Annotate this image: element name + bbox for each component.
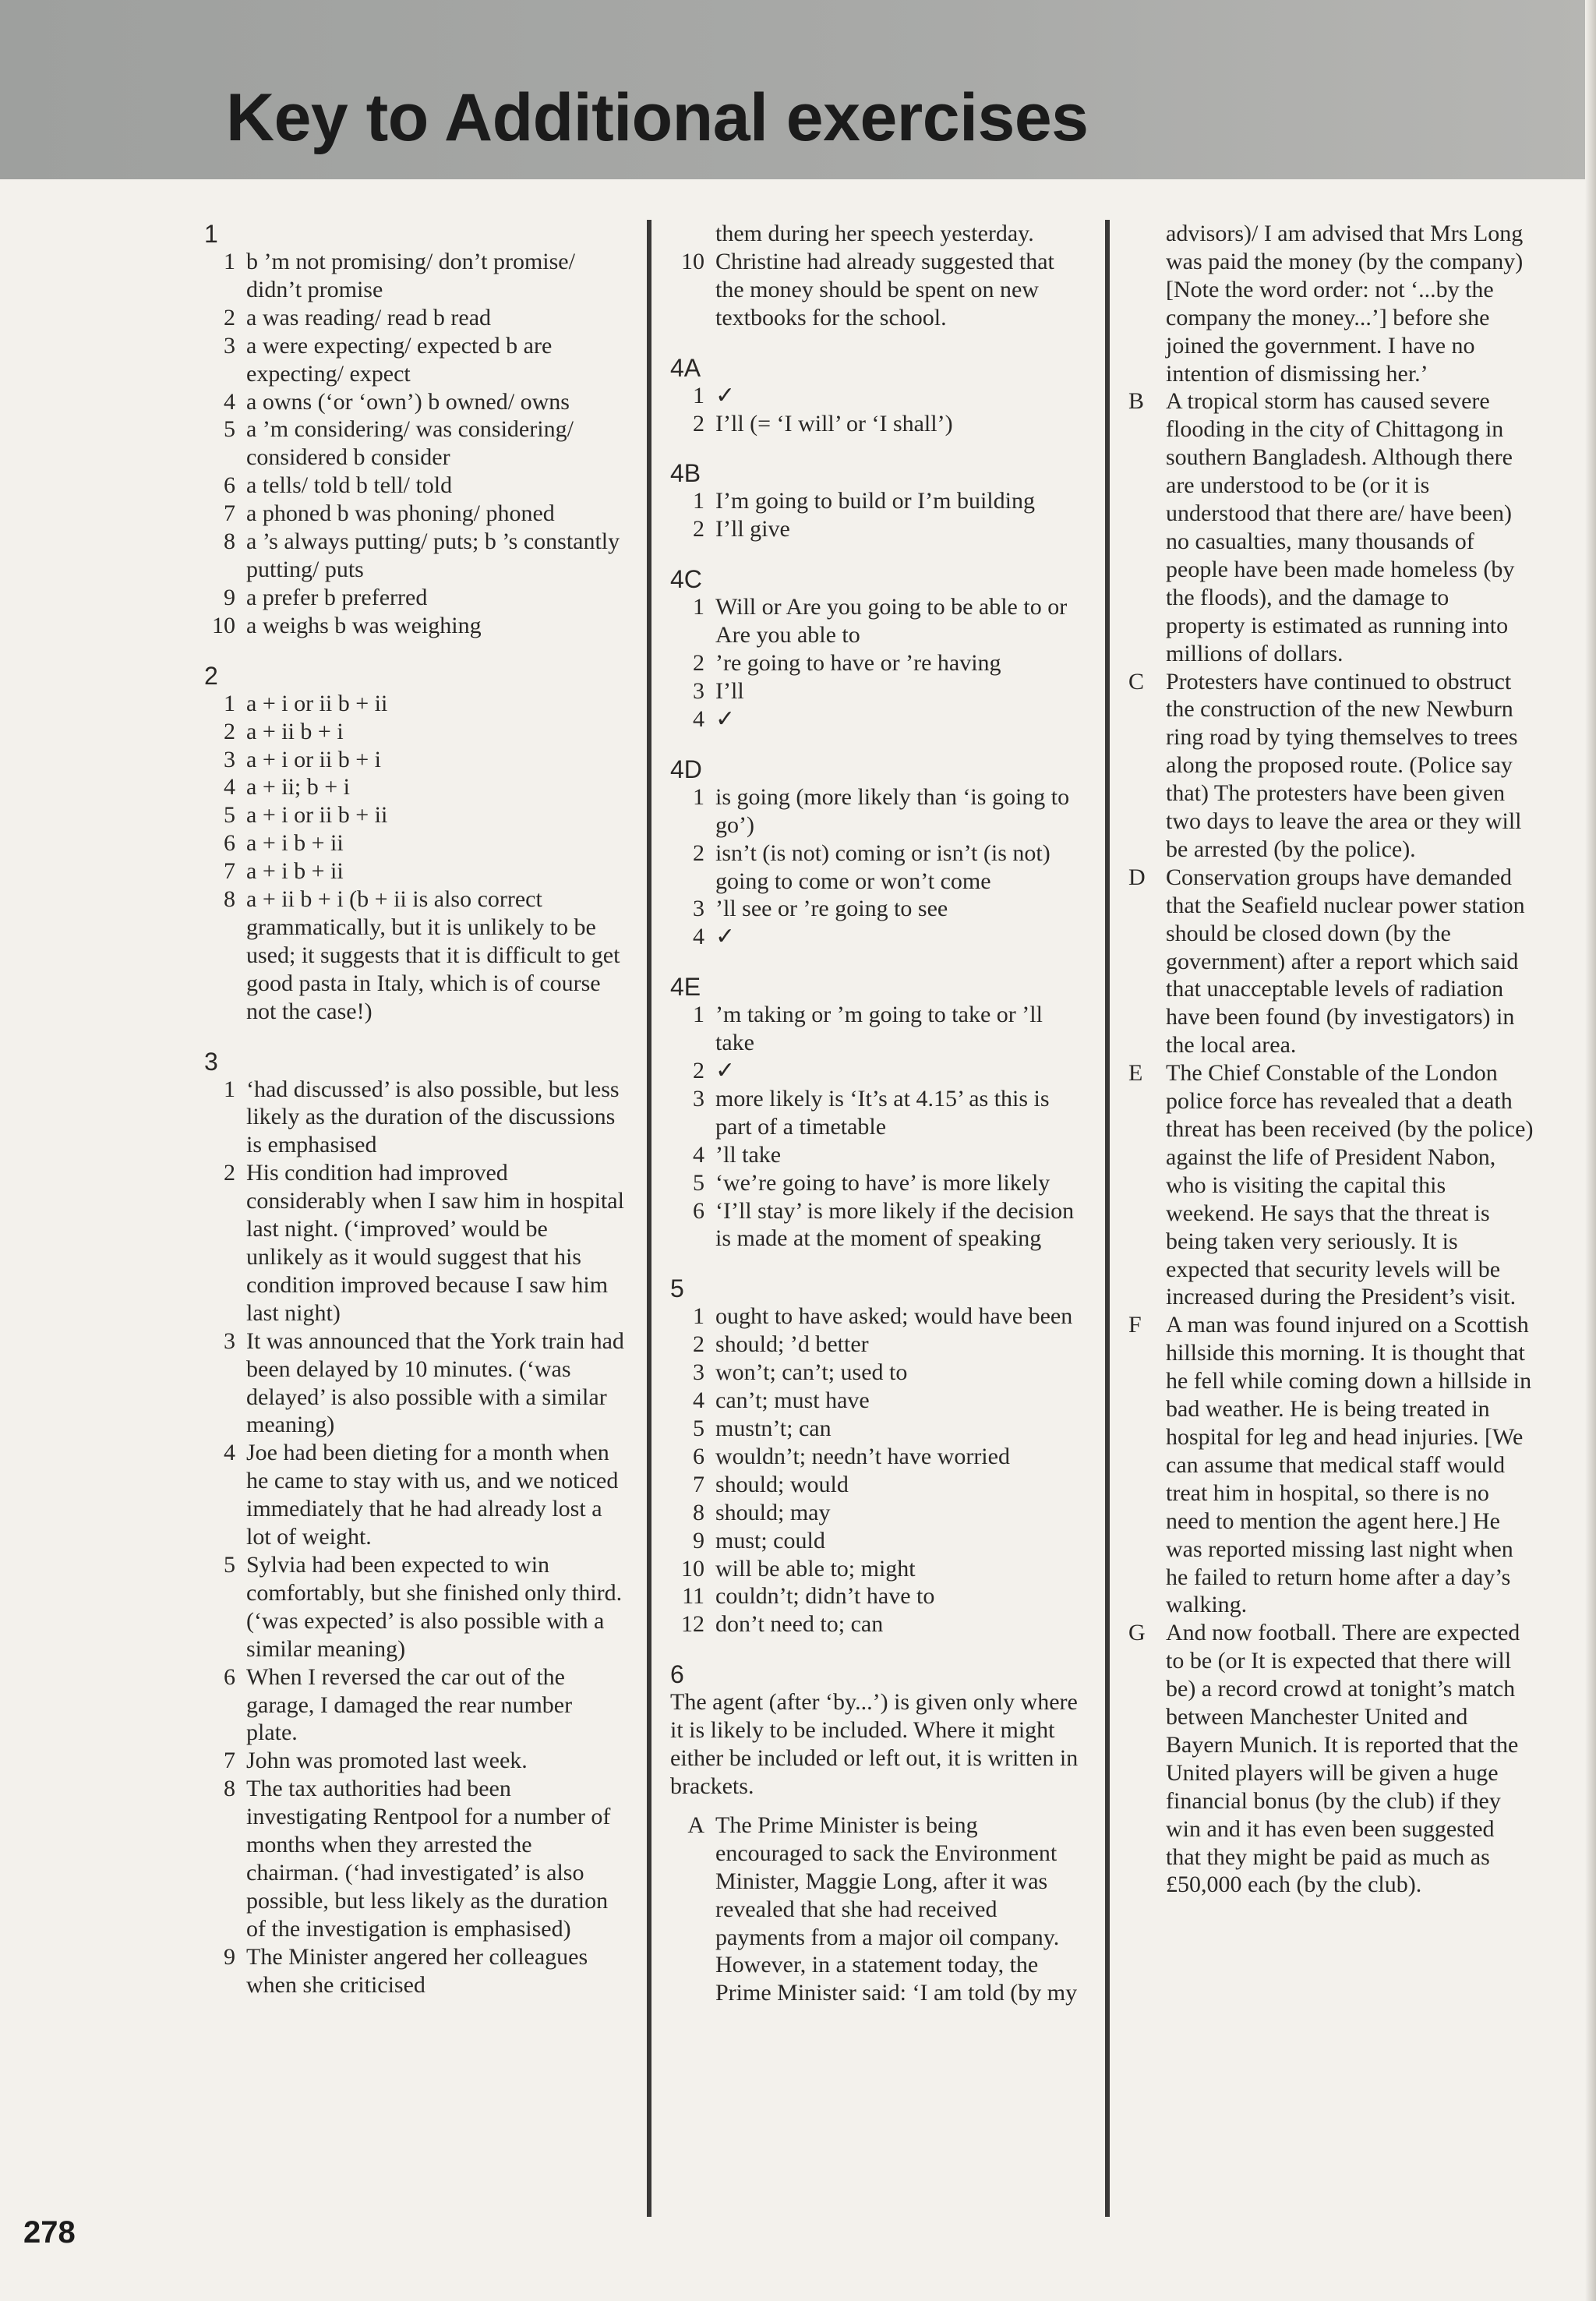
item-number: 3	[224, 746, 235, 772]
item-number: 9	[224, 584, 235, 610]
item-text: a weighs b was weighing	[246, 612, 482, 638]
answer-item	[204, 1076, 625, 1160]
page-title: Key to Additional exercises	[226, 80, 1089, 155]
section-3-items	[204, 1076, 625, 1999]
answer-item	[670, 1302, 1083, 1331]
column-divider	[1105, 220, 1110, 2217]
item-text: A man was found injured on a Scottish hillside this morning. It is thought that he fell while coming down a hillside in bad weather. He is being treated in hospital for leg and head injuries. [We can assume that medical staff would treat him in hospital, so there is no need to mention the agent here.] He was reported missing last night when he failed to return home after a day’s walking.	[1166, 1312, 1532, 1618]
item-text: The Prime Minister is being encouraged to sack the Environment Minister, Maggie Long, after it was revealed that she had received payments from a major oil company. However, in a statement today, the Prime Minister said: ‘I am told (by my	[715, 1811, 1078, 2006]
answer-item	[670, 895, 1083, 923]
answer-item	[670, 1610, 1083, 1638]
item-number: E	[1128, 1060, 1143, 1087]
answer-item	[670, 677, 1083, 705]
answer-item	[670, 1001, 1083, 1057]
item-number: 8	[224, 528, 235, 555]
item-number: 7	[224, 858, 235, 885]
item-text: a ’s always putting/ puts; b ’s constantly putting/ puts	[246, 528, 620, 582]
answer-item	[1128, 1619, 1534, 1899]
item-text: A tropical storm has caused severe flooding in the city of Chittagong in southern Bangladesh. Although there are understood to be (or it is understood that there are/ have been) no casualties, many thousands of people have been made homeless (by the floods), and the damage to property is estimated as running into millions of dollars.	[1166, 388, 1515, 666]
section-4c-items	[670, 593, 1083, 733]
item-text: them during her speech yesterday.	[715, 221, 1034, 246]
item-number: 2	[693, 650, 704, 677]
answer-item	[1128, 387, 1534, 667]
item-text: I’ll give	[715, 516, 790, 543]
item-number: 1	[224, 249, 235, 274]
item-text: ‘we’re going to have’ is more likely	[715, 1169, 1050, 1196]
item-text: ✓	[715, 382, 736, 408]
item-text: And now football. There are expected to be (or It is expected that there will be) a record crowd at tonight’s match between Manchester United and Bayern Munich. It is reported that the United players will be given a huge financial bonus (by the club) if they win and it has even been suggested that they might be paid as much as £50,000 each (by the club).	[1166, 1620, 1520, 1898]
item-number: 3	[693, 896, 704, 922]
item-number: 2	[224, 718, 235, 744]
answer-item	[670, 1471, 1083, 1499]
answer-item	[670, 1443, 1083, 1471]
item-text: The Minister angered her colleagues when she criticised	[246, 1943, 588, 1998]
item-text: The Chief Constable of the London police force has revealed that a death threat has been received (by the police) against the life of President Nabon, who is visiting the capital this weekend. He says that the threat is being taken very seriously. It is expected that security levels will be increased during the President’s visit.	[1166, 1060, 1534, 1310]
item-number	[670, 220, 715, 248]
item-text: a + ii b + i	[246, 718, 344, 744]
answer-item	[670, 515, 1083, 543]
answer-item	[204, 500, 625, 528]
section-5-items	[670, 1302, 1083, 1638]
item-text: His condition had improved considerably when I saw him in hospital last night. (‘improved’ would be unlikely as it would suggest that his condition improved because I saw him last night)	[246, 1160, 624, 1326]
item-number: 11	[682, 1583, 704, 1610]
item-text: John was promoted last week.	[246, 1748, 528, 1774]
section-6-intro: The agent (after ‘by...’) is given only where it is likely to be included. Where it might either be included or left out, it is written in brackets.	[670, 1689, 1079, 1799]
item-text: Conservation groups have demanded that the Seafield nuclear power station should be closed down (by the government) after a report which said that unacceptable levels of radiation have been found (by investigators) in the local area.	[1166, 864, 1525, 1059]
answer-item	[670, 1141, 1083, 1169]
item-text: a + i or ii b + i	[246, 746, 381, 772]
answer-item	[670, 220, 1083, 248]
answer-item	[204, 1663, 625, 1748]
item-number: 5	[224, 802, 235, 829]
answer-item	[1128, 1311, 1534, 1619]
item-text: ✓	[715, 924, 736, 950]
item-number: A	[687, 1811, 704, 1838]
item-number: 3	[693, 677, 704, 704]
item-number: 4	[693, 705, 704, 732]
item-number: 5	[224, 416, 235, 443]
item-text: a ’m considering/ was considering/ considered b consider	[246, 416, 574, 471]
answer-item	[204, 304, 625, 332]
item-text: must; could	[715, 1527, 825, 1553]
item-number: B	[1128, 388, 1145, 415]
answer-item	[670, 382, 1083, 410]
section-heading: 4A	[670, 353, 701, 382]
item-text: ’m taking or ’m going to take or ’ll take	[715, 1002, 1043, 1056]
item-text: ’re going to have or ’re having	[715, 650, 1001, 677]
column-2	[670, 220, 1083, 2007]
item-number: 1	[693, 783, 704, 810]
item-text: b ’m not promising/ don’t promise/ didn’t promise	[246, 249, 575, 302]
page-edge-shadow	[1585, 0, 1596, 2301]
item-number: 5	[693, 1169, 704, 1196]
answer-item	[670, 1527, 1083, 1555]
answer-item	[204, 1943, 625, 1999]
item-text: a + ii b + i (b + ii is also correct grammatically, but it is unlikely to be used; it suggests that it is difficult to get good pasta in Italy, which is of course not the case!)	[246, 886, 620, 1024]
item-number: 10	[681, 248, 704, 274]
item-number: 10	[212, 612, 235, 638]
item-text: is going (more likely than ‘is going to go’)	[715, 783, 1070, 838]
answer-item	[204, 773, 625, 801]
item-text: The tax authorities had been investigating Rentpool for a number of months when they arrested the chairman. (‘had investigated’ is also possible, but less likely as the duration of the investigation is emphasised)	[246, 1776, 611, 1942]
item-text: ✓	[715, 1058, 736, 1084]
answer-item	[670, 248, 1083, 332]
answer-item	[670, 705, 1083, 733]
answer-item	[1128, 668, 1534, 864]
item-text: a was reading/ read b read	[246, 304, 492, 330]
answer-item	[204, 857, 625, 885]
answer-item	[670, 1811, 1083, 2007]
item-text: should; ’d better	[715, 1331, 869, 1358]
section-heading: 4C	[670, 565, 702, 594]
section-heading: 4E	[670, 973, 701, 1002]
answer-item	[204, 1159, 625, 1327]
item-text: When I reversed the car out of the garage, I damaged the rear number plate.	[246, 1663, 573, 1746]
answer-item	[1128, 864, 1534, 1059]
section-heading: 4D	[670, 755, 702, 783]
item-text: It was announced that the York train had been delayed by 10 minutes. (‘was delayed’ is also possible with a similar meaning)	[246, 1327, 624, 1438]
answer-item	[670, 487, 1083, 515]
item-text: a owns (‘or ‘own’) b owned/ owns	[246, 388, 570, 415]
column-3	[1128, 220, 1534, 1899]
answer-item	[204, 584, 625, 612]
item-number: G	[1128, 1620, 1146, 1646]
answer-item	[204, 1747, 625, 1775]
item-text: should; may	[715, 1499, 831, 1525]
column-divider	[647, 220, 651, 2217]
answer-item	[204, 746, 625, 774]
answer-item	[204, 1551, 625, 1663]
answer-item	[670, 649, 1083, 677]
answer-item	[1128, 220, 1534, 387]
continued-items	[670, 220, 1083, 332]
item-number: 4	[693, 1141, 704, 1168]
item-text: will be able to; might	[715, 1555, 916, 1582]
item-text: a prefer b preferred	[246, 584, 428, 610]
item-text: I’ll	[715, 677, 744, 704]
item-number: 8	[224, 1776, 235, 1802]
item-number: 4	[224, 388, 235, 415]
item-text: a + i or ii b + ii	[246, 802, 388, 829]
item-number: 2	[693, 1331, 704, 1358]
item-number: 2	[224, 304, 235, 330]
item-number: 7	[224, 500, 235, 527]
item-number: 3	[224, 1327, 235, 1354]
answer-item	[204, 801, 625, 829]
answer-item	[204, 388, 625, 416]
answer-item	[204, 472, 625, 500]
item-number: 3	[224, 332, 235, 359]
item-number: 5	[224, 1551, 235, 1578]
section-heading: 5	[670, 1274, 684, 1303]
section-4d-items	[670, 783, 1083, 951]
item-number: 2	[693, 1058, 704, 1084]
item-text: a tells/ told b tell/ told	[246, 472, 453, 499]
item-number: 6	[693, 1443, 704, 1469]
section-heading: 1	[204, 220, 218, 248]
item-text: won’t; can’t; used to	[715, 1359, 908, 1386]
item-number: 1	[224, 1076, 235, 1102]
answer-item	[670, 1197, 1083, 1253]
item-number: 6	[224, 830, 235, 857]
item-number: 9	[224, 1943, 235, 1970]
answer-item	[670, 1085, 1083, 1141]
answer-item	[670, 1582, 1083, 1610]
section-heading: 2	[204, 661, 218, 690]
item-number: 4	[693, 1387, 704, 1414]
section-6-items	[670, 1811, 1083, 2007]
item-text: Protesters have continued to obstruct the construction of the new Newburn ring road by tying themselves to trees along the proposed route. (Police say that) The protesters have been given two days to leave the area or they will be arrested (by the police).	[1166, 668, 1522, 862]
item-text: I’ll (= ‘I will’ or ‘I shall’)	[715, 410, 953, 437]
item-text: a were expecting/ expected b are expecting/ expect	[246, 332, 553, 387]
section-heading: 3	[204, 1047, 218, 1076]
item-text: a + i or ii b + ii	[246, 690, 388, 716]
answer-item	[204, 1439, 625, 1551]
answer-item	[204, 690, 625, 718]
item-number: 6	[693, 1197, 704, 1224]
answer-item	[670, 1331, 1083, 1359]
section-4b-items	[670, 487, 1083, 543]
section-heading: 6	[670, 1660, 684, 1689]
answer-item	[670, 410, 1083, 438]
section-heading: 4B	[670, 459, 701, 488]
item-number: D	[1128, 864, 1146, 890]
answer-item	[204, 1775, 625, 1942]
item-text: mustn’t; can	[715, 1416, 832, 1441]
answer-item	[670, 839, 1083, 896]
item-number: 6	[224, 472, 235, 499]
answer-item	[670, 1499, 1083, 1527]
item-number: 6	[224, 1663, 235, 1690]
item-text: a + ii; b + i	[246, 774, 350, 801]
item-number: 1	[693, 382, 704, 408]
item-text: ‘had discussed’ is also possible, but less likely as the duration of the discussions is emphasised	[246, 1076, 620, 1158]
item-text: a + i b + ii	[246, 830, 344, 857]
item-text: a + i b + ii	[246, 858, 344, 885]
item-text: Sylvia had been expected to win comfortably, but she finished only third. (‘was expected’ is also possible with a similar meaning)	[246, 1551, 623, 1662]
answer-item	[204, 248, 625, 304]
answer-item	[204, 885, 625, 1026]
item-number: 1	[693, 594, 704, 620]
answer-item	[670, 593, 1083, 649]
item-text: couldn’t; didn’t have to	[715, 1583, 935, 1610]
item-number: 1	[693, 1303, 704, 1330]
item-number: 4	[693, 924, 704, 950]
answer-item	[670, 783, 1083, 839]
answer-item	[204, 528, 625, 584]
item-number: 7	[224, 1748, 235, 1774]
answer-item	[204, 1327, 625, 1440]
page-number: 278	[23, 2215, 76, 2250]
section-4a-items	[670, 382, 1083, 438]
answer-item	[670, 1169, 1083, 1197]
answer-item	[204, 612, 625, 640]
answer-item	[670, 1555, 1083, 1583]
item-text: Will or Are you going to be able to or Are you able to	[715, 594, 1068, 649]
item-number: 2	[693, 410, 704, 437]
answer-item	[670, 1415, 1083, 1443]
item-number: 1	[224, 690, 235, 716]
item-text: ought to have asked; would have been	[715, 1303, 1073, 1330]
item-number: 4	[224, 1440, 235, 1466]
item-text: a phoned b was phoning/ phoned	[246, 500, 555, 527]
answer-item	[204, 718, 625, 746]
item-text: Christine had already suggested that the money should be spent on new textbooks for the school.	[715, 248, 1054, 330]
item-text: should; would	[715, 1471, 849, 1497]
answer-item	[1128, 1059, 1534, 1311]
item-text: wouldn’t; needn’t have worried	[715, 1443, 1010, 1469]
answer-item	[670, 1359, 1083, 1387]
answer-item	[204, 415, 625, 472]
item-number: 8	[224, 886, 235, 913]
item-text: more likely is ‘It’s at 4.15’ as this is part of a timetable	[715, 1085, 1050, 1140]
item-number: 7	[693, 1471, 704, 1497]
item-number: 2	[224, 1160, 235, 1186]
item-text: isn’t (is not) coming or isn’t (is not) going to come or won’t come	[715, 839, 1050, 894]
item-text: ✓	[715, 705, 736, 732]
section-4e-items	[670, 1001, 1083, 1253]
answer-item	[670, 923, 1083, 951]
item-number: 3	[693, 1085, 704, 1112]
item-number: 2	[693, 839, 704, 866]
item-text: I’m going to build or I’m building	[715, 488, 1035, 514]
section-2-items	[204, 690, 625, 1026]
item-number: 1	[693, 488, 704, 514]
answer-item	[670, 1057, 1083, 1085]
answer-item	[204, 332, 625, 388]
section-1-items	[204, 248, 625, 640]
item-text: ‘I’ll stay’ is more likely if the decision is made at the moment of speaking	[715, 1197, 1075, 1252]
column-1	[204, 220, 625, 1999]
item-text: ’ll see or ’re going to see	[715, 896, 948, 922]
item-number: 5	[693, 1416, 704, 1441]
item-text: don’t need to; can	[715, 1611, 884, 1638]
item-number: 2	[693, 516, 704, 543]
answer-item	[670, 1387, 1083, 1415]
item-number	[1128, 220, 1166, 387]
section-6-continued-items	[1128, 220, 1534, 1899]
item-text: can’t; must have	[715, 1387, 870, 1414]
item-number: 3	[693, 1359, 704, 1386]
item-number: 4	[224, 774, 235, 801]
item-text: ’ll take	[715, 1141, 782, 1168]
item-number: C	[1128, 668, 1145, 695]
item-number: 8	[693, 1499, 704, 1525]
item-text: Joe had been dieting for a month when he came to stay with us, and we noticed immediately that he had already lost a lot of weight.	[246, 1440, 619, 1550]
answer-item	[204, 829, 625, 857]
item-number: 9	[693, 1527, 704, 1553]
item-number: F	[1128, 1312, 1142, 1338]
item-number: 1	[693, 1002, 704, 1028]
item-number: 12	[681, 1611, 704, 1638]
item-text: advisors)/ I am advised that Mrs Long was paid the money (by the company) [Note the word order: not ‘...by the company the money...’] before she joined the government. I have no intention of dismissing her.’	[1166, 221, 1524, 387]
item-number: 10	[681, 1555, 704, 1582]
